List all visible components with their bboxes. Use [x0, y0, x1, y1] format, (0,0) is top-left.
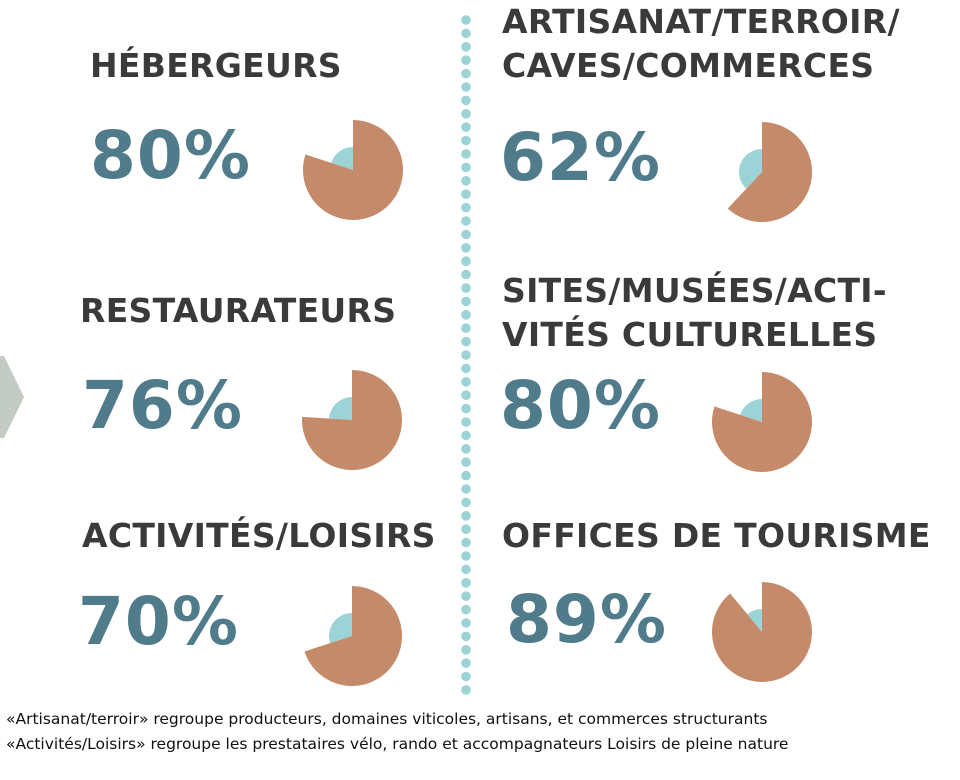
side-arrow-shape: [0, 356, 24, 438]
panel-title-hebergeurs: [90, 44, 342, 88]
divider-dot: [461, 471, 471, 481]
percent-value-activites-loisirs: 70%: [78, 583, 239, 660]
title-line: HÉBERGEURS: [90, 46, 342, 85]
divider-dot: [461, 216, 471, 226]
panel-title-sites-musees: [502, 269, 887, 357]
divider-dot: [461, 364, 471, 374]
divider-dot: [461, 377, 471, 387]
divider-dot: [461, 42, 471, 52]
percent-value-hebergeurs: 80%: [90, 117, 251, 194]
divider-dot: [461, 390, 471, 400]
divider-dot: [461, 337, 471, 347]
divider-dot: [461, 230, 471, 240]
divider-dot: [461, 538, 471, 548]
percent-value-offices-tourisme: 89%: [506, 581, 667, 658]
divider-dot: [461, 243, 471, 253]
divider-dot: [461, 444, 471, 454]
title-line: CAVES/COMMERCES: [502, 46, 875, 85]
panel-title-restaurateurs: [80, 289, 396, 333]
footnote-artisanat: «Artisanat/terroir» regroupe producteurs, domaines viticoles, artisans, et commerces structurants: [6, 710, 768, 728]
footnote-activites-loisirs: «Activités/Loisirs» regroupe les prestataires vélo, rando et accompagnateurs Loisirs de pleine nature: [6, 735, 789, 753]
title-line: RESTAURATEURS: [80, 291, 397, 330]
pie-chart-hebergeurs: [298, 115, 408, 225]
divider-dot: [461, 578, 471, 588]
divider-dot: [461, 283, 471, 293]
pie-slice-value: [302, 370, 402, 470]
divider-dot: [461, 565, 471, 575]
divider-dot: [461, 658, 471, 668]
divider-dot: [461, 69, 471, 79]
divider-dot: [461, 404, 471, 414]
panel-title-offices-tourisme: [502, 514, 931, 558]
divider-dot: [461, 15, 471, 25]
title-line: SITES/MUSÉES/ACTI-: [502, 271, 887, 310]
divider-dot: [461, 457, 471, 467]
divider-dot: [461, 310, 471, 320]
pie-slice-value: [712, 372, 812, 472]
divider-dot: [461, 55, 471, 65]
dotted-divider: [458, 8, 474, 708]
divider-dot: [461, 524, 471, 534]
divider-dot: [461, 176, 471, 186]
divider-dot: [461, 431, 471, 441]
divider-dot: [461, 122, 471, 132]
divider-dot: [461, 350, 471, 360]
percent-value-sites-musees: 80%: [500, 367, 661, 444]
panel-title-activites-loisirs: [82, 514, 436, 558]
divider-dot: [461, 632, 471, 642]
divider-dot: [461, 297, 471, 307]
divider-dot: [461, 672, 471, 682]
divider-dot: [461, 591, 471, 601]
divider-dot: [461, 498, 471, 508]
pie-chart-artisanat: [707, 117, 817, 227]
divider-dot: [461, 109, 471, 119]
divider-dot: [461, 270, 471, 280]
percent-value-restaurateurs: 76%: [82, 367, 243, 444]
pie-chart-offices-tourisme: [707, 577, 817, 687]
divider-dot: [461, 96, 471, 106]
divider-dot: [461, 511, 471, 521]
pie-chart-sites-musees: [707, 367, 817, 477]
pie-slice-remainder: [329, 397, 352, 420]
pie-slice-value: [712, 582, 812, 682]
pie-chart-restaurateurs: [297, 365, 407, 475]
divider-dot: [461, 189, 471, 199]
pie-slice-value: [304, 586, 402, 686]
divider-dot: [461, 82, 471, 92]
divider-dot: [461, 551, 471, 561]
divider-dot: [461, 618, 471, 628]
title-line: OFFICES DE TOURISME: [502, 516, 931, 555]
divider-dot: [461, 484, 471, 494]
pie-chart-activites-loisirs: [297, 581, 407, 691]
panel-title-artisanat: [502, 0, 900, 88]
divider-dot: [461, 29, 471, 39]
divider-dot: [461, 203, 471, 213]
divider-dot: [461, 417, 471, 427]
divider-dot: [461, 163, 471, 173]
divider-dot: [461, 645, 471, 655]
divider-dot: [461, 323, 471, 333]
divider-dot: [461, 256, 471, 266]
divider-dot: [461, 605, 471, 615]
percent-value-artisanat: 62%: [500, 119, 661, 196]
divider-dot: [461, 685, 471, 695]
pie-slice-value: [303, 120, 403, 220]
title-line: ARTISANAT/TERROIR/: [502, 2, 900, 41]
title-line: ACTIVITÉS/LOISIRS: [82, 516, 436, 555]
divider-dot: [461, 149, 471, 159]
divider-dot: [461, 136, 471, 146]
title-line: VITÉS CULTURELLES: [502, 315, 878, 354]
